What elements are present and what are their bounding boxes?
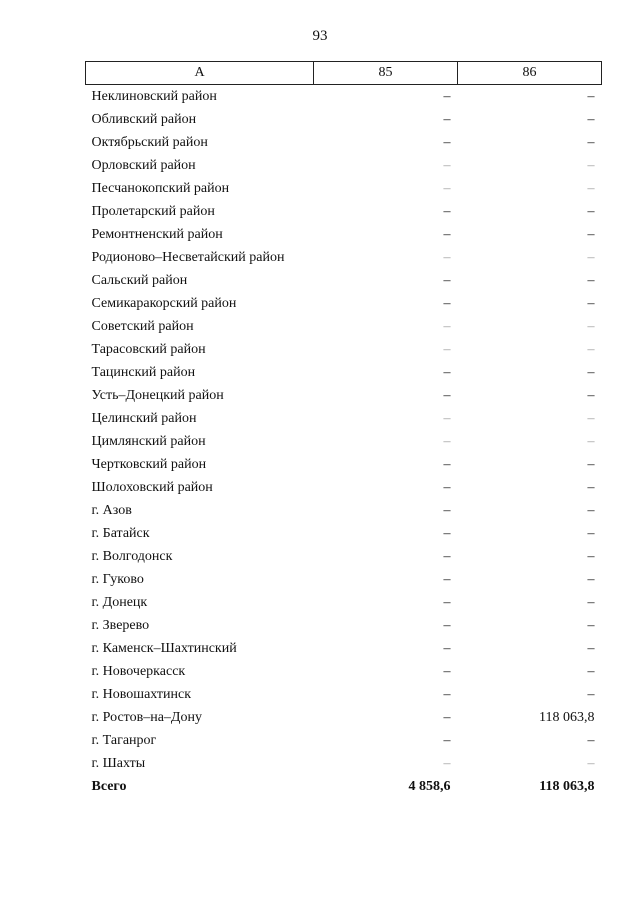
- value-col-86: –: [587, 502, 595, 518]
- value-col-86: –: [587, 479, 595, 495]
- table-body: [86, 85, 602, 799]
- value-col-86: –: [587, 571, 595, 587]
- value-col-85: –: [443, 157, 451, 173]
- district-name: г. Батайск: [91, 525, 150, 541]
- district-name: Пролетарский район: [91, 203, 215, 219]
- table-row: [86, 660, 602, 683]
- table-row: [86, 108, 602, 131]
- table-row: [86, 683, 602, 706]
- district-name: г. Каменск–Шахтинский: [91, 640, 237, 656]
- table-row: [86, 522, 602, 545]
- district-name: г. Шахты: [91, 755, 146, 771]
- value-col-85: –: [443, 686, 451, 702]
- value-col-86: –: [587, 157, 595, 173]
- value-col-86: –: [587, 594, 595, 610]
- value-col-85: –: [443, 755, 451, 771]
- table-row: [86, 131, 602, 154]
- district-name: Советский район: [91, 318, 194, 334]
- value-col-86: –: [587, 755, 595, 771]
- value-col-86: –: [587, 663, 595, 679]
- value-col-85: –: [443, 364, 451, 380]
- value-col-85: –: [443, 180, 451, 196]
- value-col-86: –: [587, 433, 595, 449]
- value-col-85: –: [443, 433, 451, 449]
- header-col-86: 86: [458, 62, 602, 85]
- table-row: [86, 499, 602, 522]
- value-col-86: –: [587, 134, 595, 150]
- table-row: [86, 614, 602, 637]
- table-row: [86, 545, 602, 568]
- table-row: [86, 246, 602, 269]
- budget-table: [85, 61, 602, 798]
- value-col-85: –: [443, 134, 451, 150]
- district-name: Усть–Донецкий район: [91, 387, 224, 403]
- district-name: г. Гуково: [91, 571, 144, 587]
- table-row: [86, 568, 602, 591]
- total-value-col-86: 118 063,8: [539, 778, 595, 794]
- value-col-86: –: [587, 732, 595, 748]
- value-col-85: –: [443, 502, 451, 518]
- district-name: Неклиновский район: [91, 88, 217, 104]
- total-row: [86, 775, 602, 798]
- value-col-86: –: [587, 180, 595, 196]
- table-row: [86, 338, 602, 361]
- value-col-85: –: [443, 272, 451, 288]
- table-row: [86, 752, 602, 775]
- header-row: [86, 62, 602, 85]
- value-col-85: –: [443, 387, 451, 403]
- district-name: Тацинский район: [91, 364, 196, 380]
- district-name: Целинский район: [91, 410, 197, 426]
- value-col-85: –: [443, 594, 451, 610]
- value-col-86: –: [587, 226, 595, 242]
- total-label: Всего: [91, 778, 127, 794]
- district-name: Песчанокопский район: [91, 180, 230, 196]
- value-col-86: –: [587, 203, 595, 219]
- district-name: Чертковский район: [91, 456, 207, 472]
- table-row: [86, 476, 602, 499]
- value-col-86: –: [587, 272, 595, 288]
- value-col-85: –: [443, 548, 451, 564]
- value-col-86: –: [587, 364, 595, 380]
- value-col-85: –: [443, 732, 451, 748]
- value-col-85: –: [443, 88, 451, 104]
- value-col-86: –: [587, 111, 595, 127]
- value-col-85: –: [443, 318, 451, 334]
- value-col-86: –: [587, 617, 595, 633]
- table-row: [86, 729, 602, 752]
- district-name: Сальский район: [91, 272, 188, 288]
- value-col-85: –: [443, 709, 451, 725]
- value-col-86: –: [587, 249, 595, 265]
- page-number: 93: [312, 28, 328, 44]
- district-name: Шолоховский район: [91, 479, 213, 495]
- value-col-86: –: [587, 318, 595, 334]
- district-name: г. Волгодонск: [91, 548, 173, 564]
- district-name: Обливский район: [91, 111, 197, 127]
- district-name: Октябрьский район: [91, 134, 208, 150]
- table-row: [86, 154, 602, 177]
- value-col-85: –: [443, 571, 451, 587]
- table-row: [86, 384, 602, 407]
- value-col-85: –: [443, 663, 451, 679]
- district-name: Ремонтненский район: [91, 226, 223, 242]
- district-name: Цимлянский район: [91, 433, 206, 449]
- value-col-86: –: [587, 525, 595, 541]
- value-col-85: –: [443, 111, 451, 127]
- district-name: г. Азов: [91, 502, 132, 518]
- value-col-85: –: [443, 525, 451, 541]
- table-row: [86, 430, 602, 453]
- value-col-86: –: [587, 295, 595, 311]
- table-row: [86, 591, 602, 614]
- district-name: Родионово–Несветайский район: [91, 249, 285, 265]
- district-name: г. Донецк: [91, 594, 148, 610]
- value-col-85: –: [443, 226, 451, 242]
- value-col-86: –: [587, 341, 595, 357]
- value-col-85: –: [443, 410, 451, 426]
- table-row: [86, 85, 602, 109]
- value-col-86: –: [587, 387, 595, 403]
- budget-table-container: [85, 61, 601, 798]
- value-col-85: –: [443, 249, 451, 265]
- value-col-86: –: [587, 548, 595, 564]
- district-name: г. Ростов–на–Дону: [91, 709, 202, 725]
- district-name: Тарасовский район: [91, 341, 206, 357]
- value-col-86: –: [587, 410, 595, 426]
- table-row: [86, 637, 602, 660]
- value-col-85: –: [443, 295, 451, 311]
- district-name: г. Новошахтинск: [91, 686, 192, 702]
- table-row: [86, 292, 602, 315]
- value-col-86: –: [587, 88, 595, 104]
- district-name: Орловский район: [91, 157, 196, 173]
- district-name: Семикаракорский район: [91, 295, 237, 311]
- table-row: [86, 177, 602, 200]
- value-col-85: –: [443, 640, 451, 656]
- header-col-85: 85: [314, 62, 458, 85]
- table-row: [86, 223, 602, 246]
- table-row: [86, 361, 602, 384]
- district-name: г. Таганрог: [91, 732, 157, 748]
- value-col-85: –: [443, 203, 451, 219]
- value-col-85: –: [443, 617, 451, 633]
- district-name: г. Зверево: [91, 617, 150, 633]
- value-col-85: –: [443, 479, 451, 495]
- table-row: [86, 315, 602, 338]
- total-value-col-85: 4 858,6: [408, 778, 451, 794]
- value-col-86: 118 063,8: [539, 709, 595, 725]
- value-col-85: –: [443, 456, 451, 472]
- header-col-a: А: [86, 62, 314, 85]
- table-row: [86, 706, 602, 729]
- table-row: [86, 269, 602, 292]
- table-header: [86, 62, 602, 85]
- table-row: [86, 407, 602, 430]
- district-name: г. Новочеркасск: [91, 663, 186, 679]
- value-col-86: –: [587, 640, 595, 656]
- value-col-86: –: [587, 686, 595, 702]
- value-col-86: –: [587, 456, 595, 472]
- table-row: [86, 453, 602, 476]
- table-row: [86, 200, 602, 223]
- value-col-85: –: [443, 341, 451, 357]
